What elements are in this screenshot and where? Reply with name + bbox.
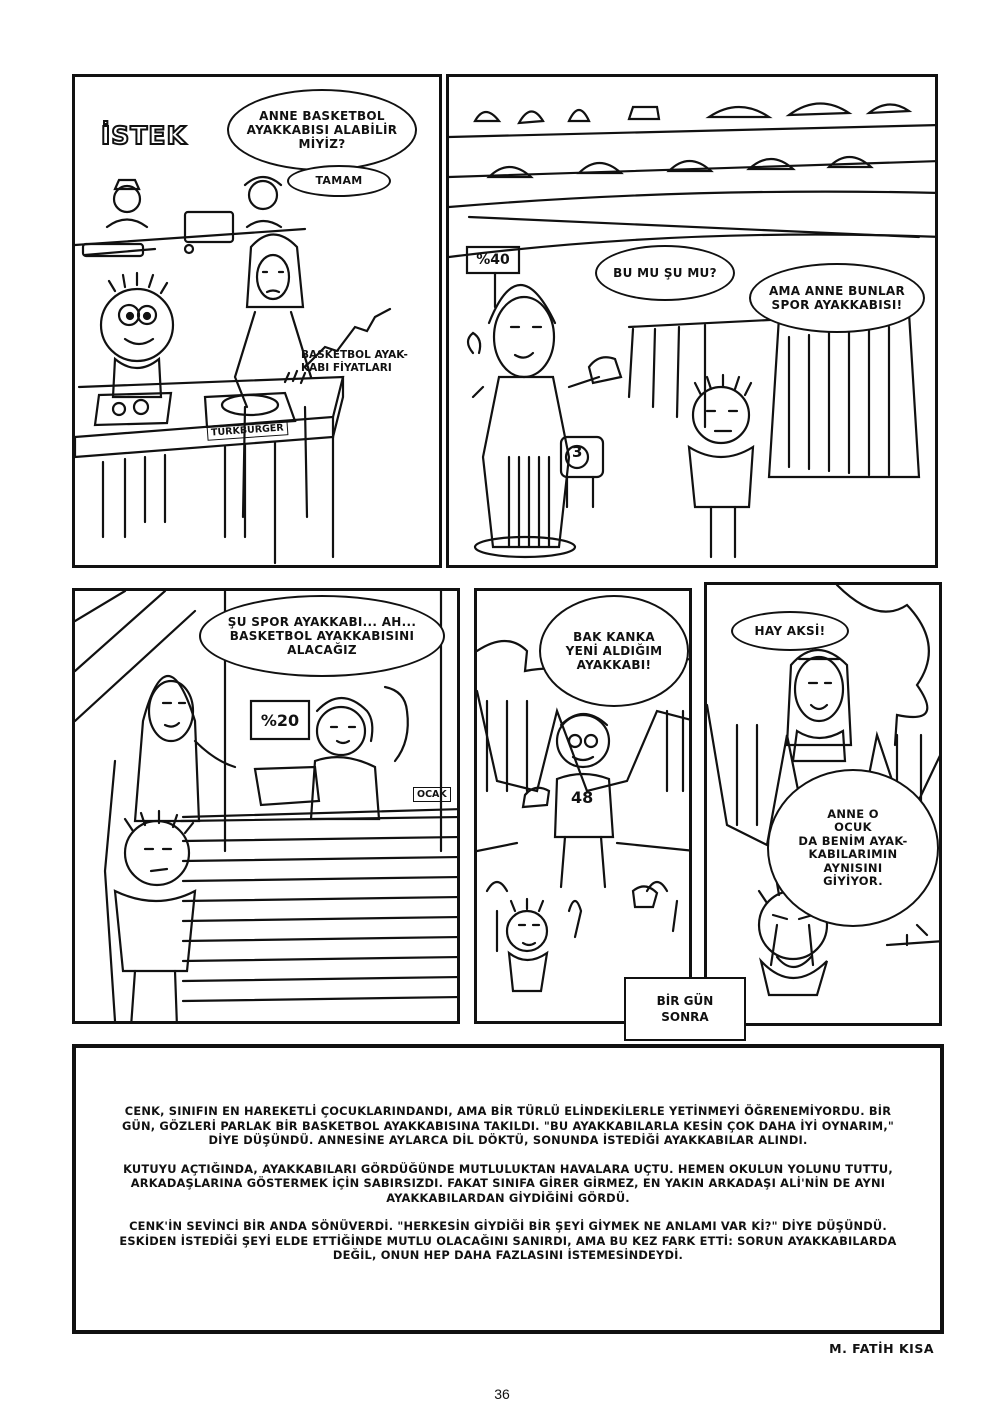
speech-bubble-same-shoes: ANNE O OCUK DA BENİM AYAK- KABILARIMIN AYNISINI GİYİYOR.: [767, 769, 939, 927]
caption-one-day-later: BİR GÜN SONRA: [624, 977, 746, 1041]
speech-bubble-mom-request: ANNE BASKETBOL AYAKKABISI ALABİLİR MİYİZ?: [227, 89, 417, 171]
speech-bubble-hay-aksi: HAY AKSİ!: [731, 611, 849, 651]
speech-bubble-new-shoes: BAK KANKA YENİ ALDIĞIM AYAKKABI!: [539, 595, 689, 707]
story-paragraph-2: KUTUYU AÇTIĞINDA, AYAKKABILARI GÖRDÜĞÜNDE MUTLULUKTAN HAVALARA UÇTU. HEMEN OKULUN YOLUNU TUTTU, ARKADAŞLARINA GÖSTERMEK İÇİN SABIRSIZDI. FAKAT SINIFA GİRER GİRMEZ, EN YAKIN ARKADAŞI ALİ'NİN DE AYNI AYAKKABILARDAN GİYDİĞİNİ GÖRDÜ.: [123, 1161, 893, 1205]
tray-label-turkburger: TÜRKBURGER: [207, 420, 289, 441]
panel-2: [446, 74, 938, 568]
author-name: M. FATİH KISA: [829, 1341, 934, 1356]
speech-bubble-which-one: BU MU ŞU MU?: [595, 245, 735, 301]
story-text: [116, 1104, 900, 1277]
story-text-box: [72, 1044, 944, 1334]
panel-5: [704, 582, 942, 1026]
speech-bubble-sport-shoes: AMA ANNE BUNLAR SPOR AYAKKABISI!: [749, 263, 925, 333]
speech-bubble-basketball-decision: ŞU SPOR AYAKKABI... AH... BASKETBOL AYAKKABISINI ALACAĞIZ: [199, 595, 445, 677]
month-sign-ocak: OCAK: [413, 787, 451, 802]
story-paragraph-1: CENK, SINIFIN EN HAREKETLİ ÇOCUKLARINDANDI, AMA BİR TÜRLÜ ELİNDEKİLERLE YETİNMEYİ ÖĞRENEMİYORDU. BİR GÜN, GÖZLERİ PARLAK BİR BASKETBOL AYAKKABISINA TAKILDI. "BU AYAKKABILARLA KESİN ÇOK DAHA İYİ OYNARIM," DİYE DÜŞÜNDÜ. ANNESİNE AYLARCA DİL DÖKTÜ, SONUNDA İSTEDİĞİ AYAKKABILAR ALINDI.: [122, 1104, 894, 1147]
caption-basketball-prices: BASKETBOL AYAK- KABI FİYATLARI: [301, 349, 408, 374]
discount-sign-40: %40: [476, 252, 510, 268]
tag-number: 3: [572, 443, 583, 461]
story-paragraph-3: CENK'İN SEVİNCİ BİR ANDA SÖNÜVERDİ. "HERKESİN GİYDİĞİ BİR ŞEYİ GİYMEK NE ANLAMI VAR Kİ?" DİYE DÜŞÜNDÜ. ESKİDEN İSTEDİĞİ ŞEYİ ELDE ETTİĞİNDE MUTLU OLACAĞINI SANIRDI, AMA BU KEZ FARK ETTİ: SORUN AYAKKABILARDA DEĞİL, ONUN HEP DAHA FAZLASINI İSTEMESİNDEYDİ.: [119, 1219, 897, 1262]
panel-4: [474, 588, 692, 1024]
panel-3: [72, 588, 460, 1024]
panel-1: [72, 74, 442, 568]
page-number: 36: [494, 1386, 510, 1402]
speech-bubble-tamam: TAMAM: [287, 165, 391, 197]
title-istek: İSTEK: [101, 121, 187, 150]
jersey-number: 48: [571, 788, 594, 807]
discount-sign-20: %20: [260, 710, 300, 730]
